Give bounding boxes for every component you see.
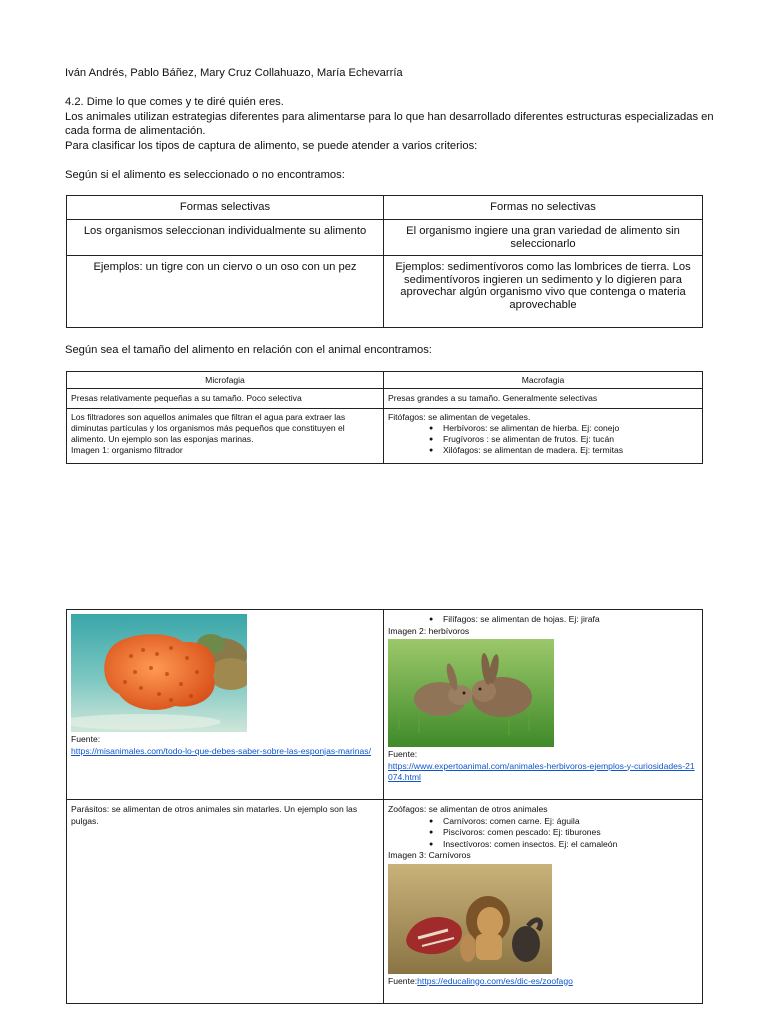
list-item: ● Piscívoros: comen pescado: Ej: tiburones (443, 827, 698, 839)
macro-title: Fitófagos: se alimentan de vegetales. (388, 412, 531, 422)
macro-list (388, 423, 698, 456)
list-item: ● Insectívoros: comen insectos. Ej: el camaleón (443, 839, 698, 851)
list-item: ● Filífagos: se alimentan de hojas. Ej: jirafa (443, 614, 698, 626)
zoofagos-list (388, 816, 698, 851)
table1-header-nonselective: Formas no selectivas (384, 196, 703, 220)
zoofagos-cell (384, 800, 703, 1004)
table2-cell: Presas relativamente pequeñas a su tamaño. Poco selectiva (67, 389, 384, 409)
table1-cell: Ejemplos: un tigre con un ciervo o un oso con un pez (67, 256, 384, 328)
list-item: ● Frugívoros : se alimentan de frutos. Ej: tucán (443, 434, 698, 445)
parasitos-cell: Parásitos: se alimentan de otros animales sin matarles. Un ejemplo son las pulgas. (67, 800, 384, 1004)
intro-section (65, 95, 715, 153)
criterion-2: Según sea el tamaño del alimento en relación con el animal encontramos: (65, 344, 432, 356)
lion-image (388, 864, 552, 974)
rabbit-source-label: Fuente: (388, 749, 418, 759)
micro-image-caption: Imagen 1: organismo filtrador (71, 445, 183, 455)
table1-cell: Ejemplos: sedimentívoros como las lombrices de tierra. Los sedimentívoros ingieren un sedimento y lo digieren para aprovechar algún organismo vivo que contenga o materia aprovechable (384, 256, 703, 328)
sponge-source-label: Fuente: (71, 734, 101, 744)
sponge-image (71, 614, 247, 732)
rabbits-image (388, 639, 554, 747)
rabbit-cell (384, 610, 703, 800)
table2-cell: Presas grandes a su tamaño. Generalmente selectivas (384, 389, 703, 409)
criterion-1: Según si el alimento es seleccionado o no encontramos: (65, 169, 345, 181)
img3-caption: Imagen 3: Carnívoros (388, 850, 471, 860)
macro-cell (384, 409, 703, 464)
table2-header-macro: Macrofagia (384, 372, 703, 389)
lion-source-link[interactable]: https://educalingo.com/es/dic-es/zoofago (417, 975, 573, 986)
authors-line: Iván Andrés, Pablo Báñez, Mary Cruz Collahuazo, María Echevarría (65, 67, 403, 79)
size-table (66, 371, 703, 464)
list-item: ● Herbívoros: se alimentan de hierba. Ej: conejo (443, 423, 698, 434)
img2-caption: Imagen 2: herbívoros (388, 625, 470, 636)
micro-text: Los filtradores son aquellos animales que filtran el agua para extraer las diminutas partículas y los organismos más pequeños que constituyen el alimento. Un ejemplo son las esponjas marinas. (71, 412, 346, 444)
table1-cell: Los organismos seleccionan individualmente su alimento (67, 220, 384, 256)
lion-source (388, 976, 698, 988)
list-item: ● Xilófagos: se alimentan de madera. Ej: termitas (443, 445, 698, 456)
sponge-cell (67, 610, 384, 800)
filifagos-list (388, 614, 698, 626)
section-paragraph: Los animales utilizan estrategias diferentes para alimentarse para lo que han desarrollado diferentes estructuras especializadas en cada forma de alimentación. (65, 110, 714, 138)
zoofagos-title: Zoófagos: se alimentan de otros animales (388, 804, 548, 814)
images-table (66, 609, 703, 1004)
table2-header-micro: Microfagia (67, 372, 384, 389)
table1-cell: El organismo ingiere una gran variedad de alimento sin seleccionarlo (384, 220, 703, 256)
micro-cell (67, 409, 384, 464)
lion-source-label: Fuente: (388, 975, 418, 986)
section-heading: 4.2. Dime lo que comes y te diré quién eres. (65, 96, 284, 108)
rabbit-source-link[interactable]: https://www.expertoanimal.com/animales-herbivoros-ejemplos-y-curiosidades-21074.html (388, 760, 695, 782)
table1-header-selective: Formas selectivas (67, 196, 384, 220)
selection-table (66, 195, 703, 328)
list-item: ● Carnívoros: comen carne. Ej: águila (443, 816, 698, 828)
sponge-source-link[interactable]: https://misanimales.com/todo-lo-que-debes-saber-sobre-las-esponjas-marinas/ (71, 745, 371, 756)
criteria-line: Para clasificar los tipos de captura de alimento, se puede atender a varios criterios: (65, 139, 478, 152)
